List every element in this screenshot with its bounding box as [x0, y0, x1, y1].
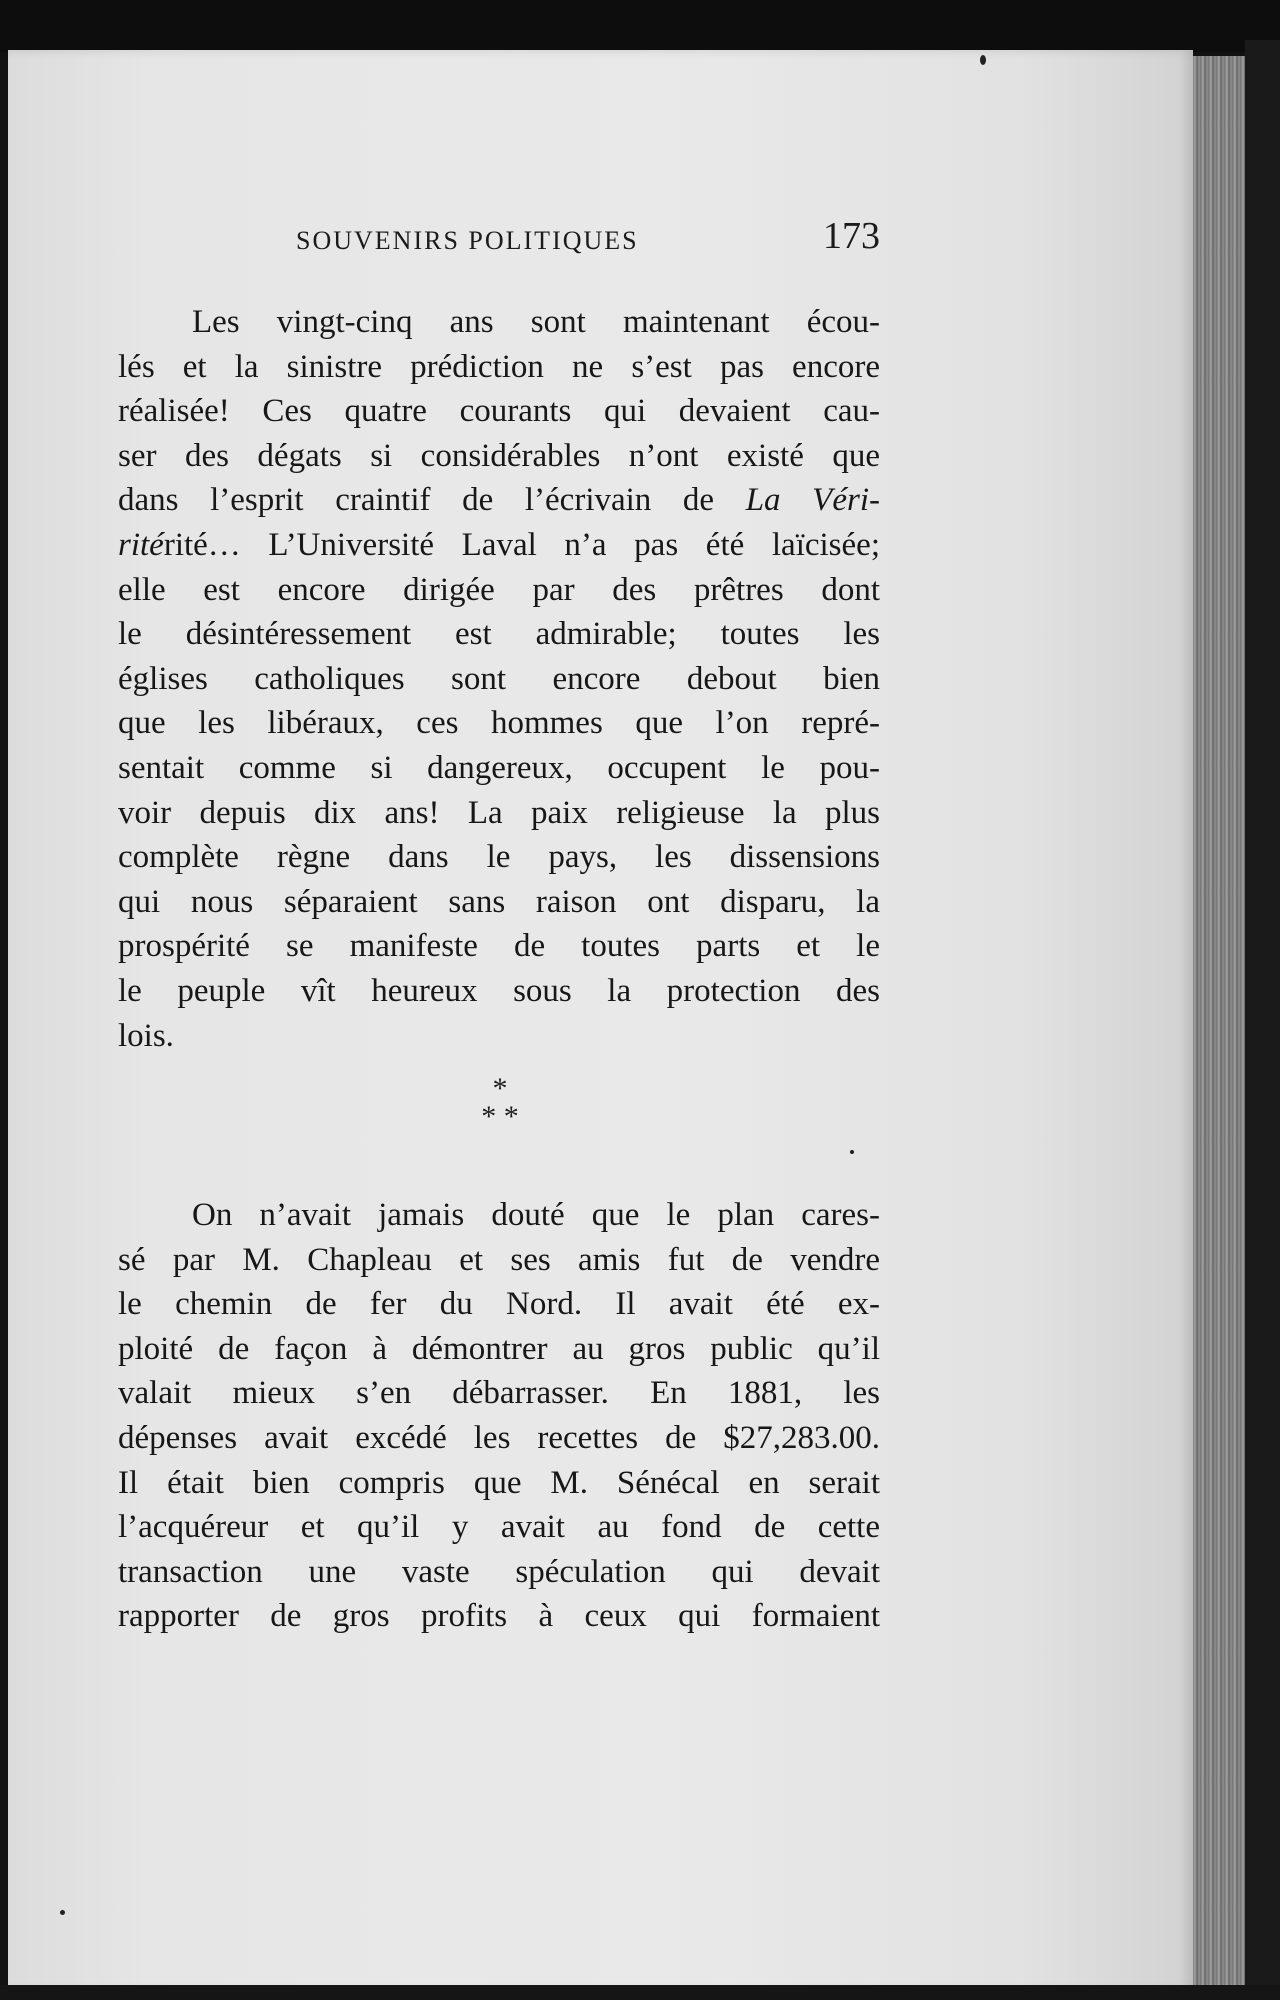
scan-right-border — [1245, 40, 1280, 2000]
text-line: transaction une vaste spéculation qui devait — [118, 1553, 880, 1590]
text-line: Il était bien compris que M. Sénécal en serait — [118, 1464, 880, 1501]
text-line: lés et la sinistre prédiction ne s’est pas encore — [118, 348, 880, 385]
text-line: églises catholiques sont encore debout bien — [118, 660, 880, 697]
text-line: le désintéressement est admirable; toutes les — [118, 616, 880, 653]
page-edges — [1193, 56, 1245, 1986]
scan-bottom-border — [0, 1985, 1280, 2000]
text-line: sentait comme si dangereux, occupent le pou- — [118, 749, 880, 786]
running-head: SOUVENIRS POLITIQUES — [296, 226, 639, 255]
text-line: rapporter de gros profits à ceux qui formaient — [118, 1598, 880, 1635]
text-line: qui nous séparaient sans raison ont disparu, la — [118, 883, 880, 920]
scan-top-border — [0, 0, 1280, 52]
italic-title: rité — [118, 526, 164, 563]
page-header — [118, 210, 880, 266]
text-line — [118, 523, 880, 568]
text-line: Les vingt-cinq ans sont maintenant écou- — [192, 304, 880, 340]
text-line: dépenses avait excédé les recettes de $27,283.00. — [118, 1419, 880, 1456]
scan-speck — [980, 55, 986, 65]
asterism-bottom: * * — [481, 1100, 519, 1133]
text-line: lois. — [118, 1017, 174, 1054]
page-number: 173 — [823, 215, 880, 257]
paragraph-2 — [118, 1193, 880, 1639]
text-line — [118, 478, 880, 523]
text-line: sé par M. Chapleau et ses amis fut de vendre — [118, 1241, 880, 1278]
text-line: voir depuis dix ans! La paix religieuse la plus — [118, 794, 880, 831]
text-line: elle est encore dirigée par des prêtres dont — [118, 571, 880, 608]
text-segment: rité… L’Université Laval n’a pas été laïcisée; — [163, 526, 880, 563]
text-line: valait mieux s’en débarrasser. En 1881, les — [118, 1375, 880, 1412]
text-line: ser des dégats si considérables n’ont existé que — [118, 437, 880, 474]
text-line: On n’avait jamais douté que le plan cares- — [192, 1197, 880, 1233]
italic-title: La Véri- — [745, 482, 880, 519]
scan-speck — [60, 1910, 65, 1915]
text-line: ploité de façon à démontrer au gros public qu’il — [118, 1330, 880, 1367]
section-break-asterism — [450, 1072, 550, 1155]
text-segment: dans l’esprit craintif de l’écrivain de — [118, 482, 715, 519]
paragraph-1 — [118, 300, 880, 1058]
text-line: le chemin de fer du Nord. Il avait été ex- — [118, 1286, 880, 1323]
text-line: l’acquéreur et qu’il y avait au fond de cette — [118, 1509, 880, 1546]
text-line: que les libéraux, ces hommes que l’on repré- — [118, 705, 880, 742]
text-line: complète règne dans le pays, les dissensions — [118, 839, 880, 876]
asterism-top: * — [492, 1072, 508, 1105]
text-line: réalisée! Ces quatre courants qui devaient cau- — [118, 393, 880, 430]
text-line: prospérité se manifeste de toutes parts et le — [118, 928, 880, 965]
text-line: le peuple vît heureux sous la protection des — [118, 972, 880, 1009]
scan-speck — [850, 1150, 854, 1154]
